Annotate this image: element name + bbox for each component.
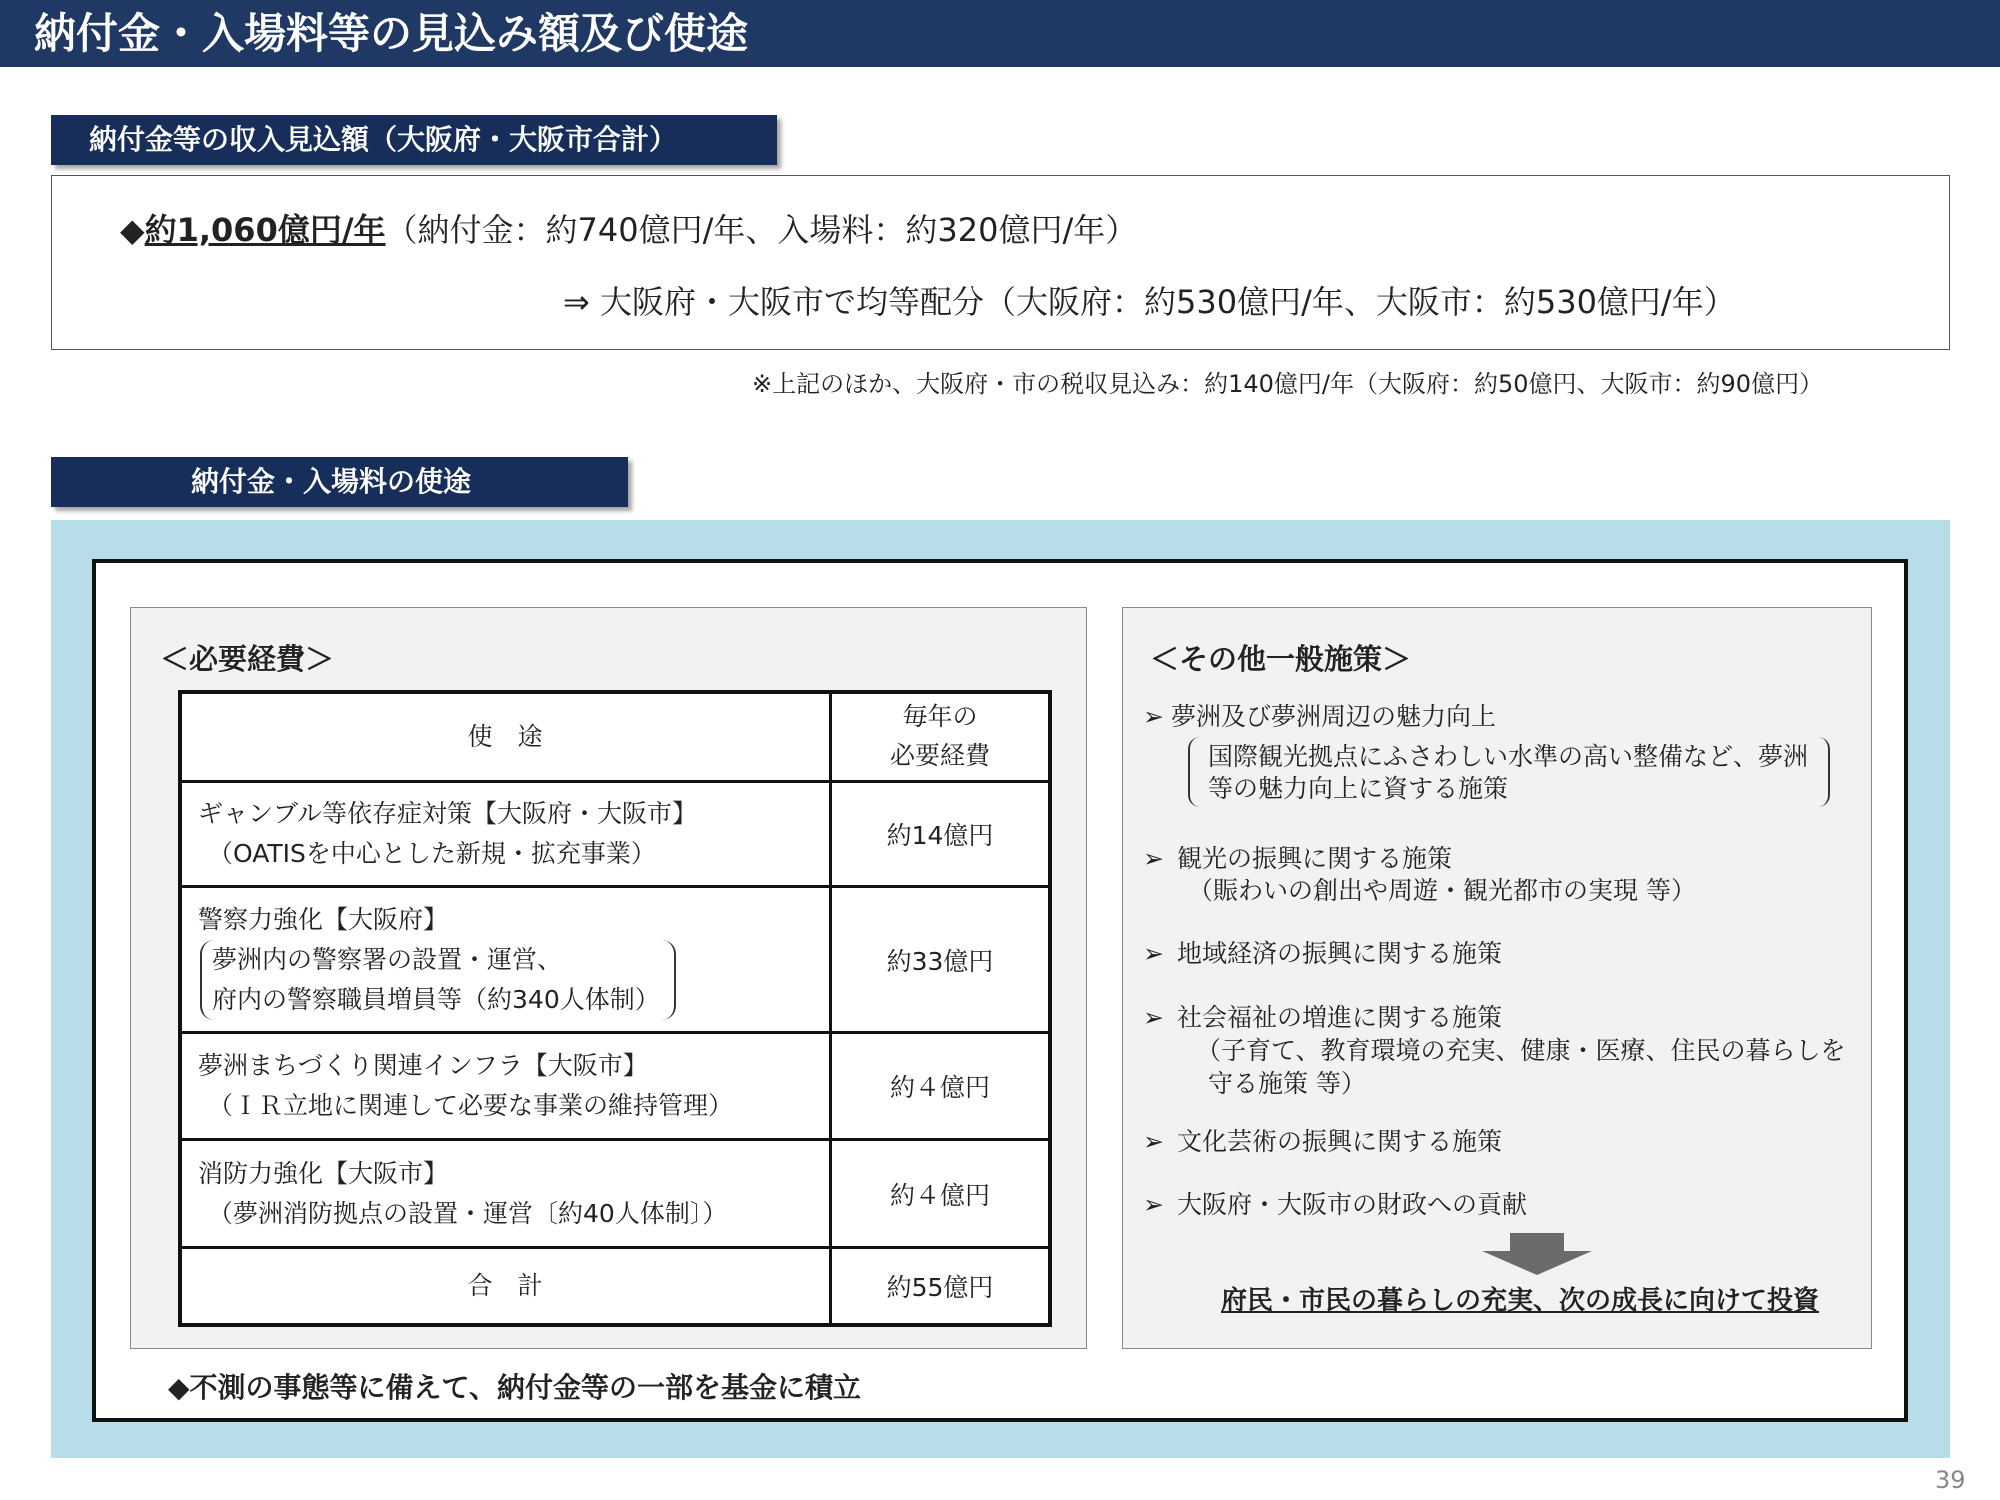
row-detail: （ＩＲ立地に関連して必要な事業の維持管理） [208,1091,734,1120]
list-item-label: 観光の振興に関する施策 [1177,844,1453,873]
other-measures-heading: ＜その他一般施策＞ [1150,642,1412,676]
row-detail-bracket [200,940,676,1020]
row-detail: 夢洲内の警察署の設置・運営、 [212,944,563,974]
list-item-detail: （子育て、教育環境の充実、健康・医療、住民の暮らしを [1196,1036,1846,1065]
usage-section-label: 納付金・入場料の使途 [51,457,628,507]
table-row [180,1033,1050,1140]
fund-note: ◆不測の事態等に備えて、納付金等の一部を基金に積立 [168,1371,861,1404]
header-use: 使 途 [180,692,831,782]
row-cost: 約33億円 [831,887,1051,1033]
header-cost [831,692,1051,782]
header-cost-line2: 必要経費 [889,741,990,770]
row-use [180,1033,831,1140]
table-total-row [180,1248,1050,1326]
down-arrow-icon [1482,1233,1592,1275]
total-cost: 約55億円 [831,1248,1051,1326]
income-section-label: 納付金等の収入見込額（大阪府・大阪市合計） [51,115,777,165]
row-cost: 約４億円 [831,1140,1051,1248]
row-title: ギャンブル等依存症対策【大阪府・大阪市】 [198,799,698,828]
list-item-label: 文化芸術の振興に関する施策 [1177,1127,1503,1156]
arrowhead-bullet-icon: ➢ [1143,702,1164,731]
income-distribution: ⇒ 大阪府・大阪市で均等配分（大阪府：約530億円/年、大阪市：約530億円/年） [563,283,1736,321]
list-item [1143,839,1452,875]
row-title: 警察力強化【大阪府】 [198,904,449,934]
list-item-label: 地域経済の振興に関する施策 [1177,939,1503,968]
row-detail: （OATISを中心とした新規・拡充事業） [208,839,656,868]
list-item-label: 夢洲及び夢洲周辺の魅力向上 [1171,702,1497,731]
list-item-detail: 等の魅力向上に資する施策 [1208,774,1509,803]
list-item [1143,1122,1502,1158]
investment-conclusion: 府民・市民の暮らしの充実、次の成長に向けて投資 [1220,1286,1819,1316]
page-title: 納付金・入場料等の見込み額及び使途 [0,0,2000,67]
row-detail: 府内の警察職員増員等（約340人体制） [212,984,660,1014]
income-box [51,175,1950,350]
list-item-detail: 国際観光拠点にふさわしい水準の高い整備など、夢洲 [1208,742,1809,771]
table-row [180,887,1050,1033]
arrowhead-bullet-icon: ➢ [1143,1003,1164,1032]
required-costs-heading: ＜必要経費＞ [160,642,335,676]
row-use [180,782,831,887]
income-total: 約1,060億円/年 [144,211,386,249]
arrowhead-bullet-icon: ➢ [1143,1127,1164,1156]
income-main-line [120,205,1137,251]
table-row [180,782,1050,887]
income-breakdown: （納付金：約740億円/年、入場料：約320億円/年） [385,211,1138,249]
list-item-label: 社会福祉の増進に関する施策 [1177,1003,1503,1032]
list-item-label: 大阪府・大阪市の財政への貢献 [1177,1190,1528,1219]
row-title: 夢洲まちづくり関連インフラ【大阪市】 [198,1051,648,1080]
row-detail: （夢洲消防拠点の設置・運営〔約40人体制〕） [208,1198,728,1228]
list-item-detail: （賑わいの創出や周遊・観光都市の実現 等） [1188,876,1696,905]
row-cost: 約４億円 [831,1033,1051,1140]
table-row [180,1140,1050,1248]
row-cost: 約14億円 [831,782,1051,887]
list-item [1143,998,1502,1034]
tax-note: ※上記のほか、大阪府・市の税収見込み：約140億円/年（大阪府：約50億円、大阪市：約90億円） [752,370,1824,398]
required-costs-table [178,690,1052,1327]
list-item [1143,934,1502,970]
row-use [180,1140,831,1248]
arrowhead-bullet-icon: ➢ [1143,1190,1164,1219]
row-title: 消防力強化【大阪市】 [198,1158,449,1188]
bullet-marker: ◆ [120,211,145,249]
total-label: 合 計 [180,1248,831,1326]
list-item-detail: 守る施策 等） [1208,1069,1366,1098]
row-use [180,887,831,1033]
list-item [1143,697,1496,733]
arrowhead-bullet-icon: ➢ [1143,844,1164,873]
header-cost-line1: 毎年の [902,702,978,732]
list-item [1143,1185,1527,1221]
arrowhead-bullet-icon: ➢ [1143,939,1164,968]
page-number: 39 [1935,1466,1966,1494]
table-header-row [180,692,1050,782]
